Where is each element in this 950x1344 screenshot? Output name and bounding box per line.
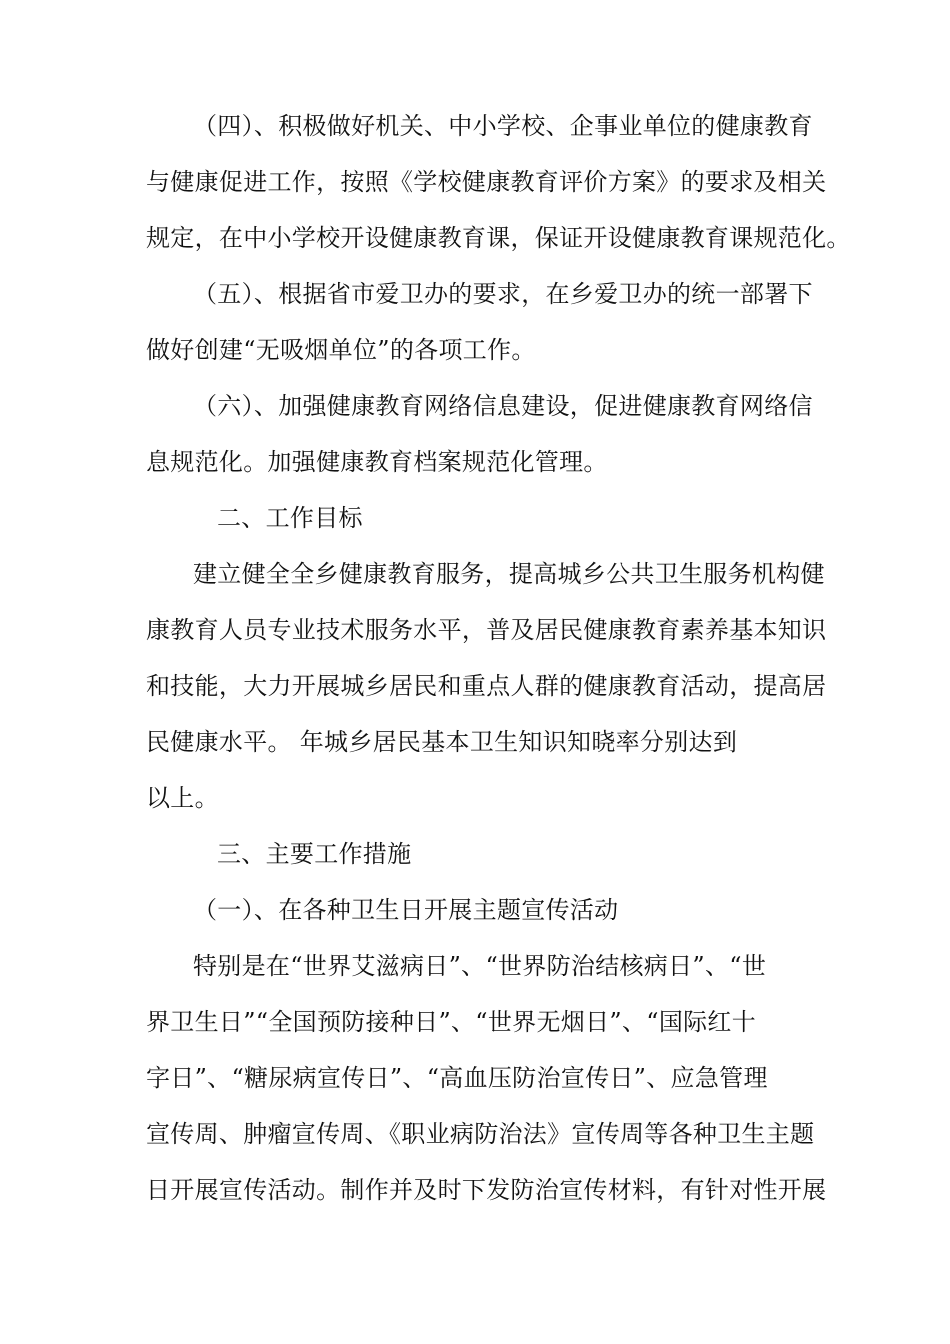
paragraph-4-line-1: （四）、积极做好机关、中小学校、企事业单位的健康教育 bbox=[193, 112, 813, 140]
section-heading-main-measures: 三、主要工作措施 bbox=[217, 840, 412, 868]
paragraph-6-line-1: （六）、加强健康教育网络信息建设，促进健康教育网络信 bbox=[193, 392, 813, 420]
paragraph-5-line-1: （五）、根据省市爱卫办的要求，在乡爱卫办的统一部署下 bbox=[193, 280, 813, 308]
goals-paragraph-line-4: 民健康水平。 年城乡居民基本卫生知识知晓率分别达到 bbox=[146, 728, 738, 756]
subheading-health-day-campaigns: （一）、在各种卫生日开展主题宣传活动 bbox=[193, 896, 619, 924]
goals-paragraph-line-2: 康教育人员专业技术服务水平，普及居民健康教育素养基本知识 bbox=[146, 616, 827, 644]
campaign-paragraph-line-4: 宣传周、肿瘤宣传周、《职业病防治法》宣传周等各种卫生主题 bbox=[146, 1120, 815, 1148]
campaign-paragraph-line-2: 界卫生日”“全国预防接种日”、“世界无烟日”、“国际红十 bbox=[146, 1008, 757, 1036]
goals-paragraph-line-5: 以上。 bbox=[146, 784, 219, 812]
paragraph-6-line-2: 息规范化。加强健康教育档案规范化管理。 bbox=[146, 448, 608, 476]
campaign-paragraph-line-1: 特别是在“世界艾滋病日”、“世界防治结核病日”、“世 bbox=[193, 952, 767, 980]
goals-paragraph-line-1: 建立健全全乡健康教育服务，提高城乡公共卫生服务机构健 bbox=[193, 560, 825, 588]
paragraph-4-line-3: 规定，在中小学校开设健康教育课，保证开设健康教育课规范化。 bbox=[146, 224, 851, 252]
section-heading-work-goals: 二、工作目标 bbox=[217, 504, 363, 532]
paragraph-4-line-2: 与健康促进工作，按照《学校健康教育评价方案》的要求及相关 bbox=[146, 168, 827, 196]
campaign-paragraph-line-5: 日开展宣传活动。制作并及时下发防治宣传材料，有针对性开展 bbox=[146, 1176, 827, 1204]
campaign-paragraph-line-3: 字日”、“糖尿病宣传日”、“高血压防治宣传日”、应急管理 bbox=[146, 1064, 768, 1092]
goals-paragraph-line-3: 和技能，大力开展城乡居民和重点人群的健康教育活动，提高居 bbox=[146, 672, 827, 700]
paragraph-5-line-2: 做好创建“无吸烟单位”的各项工作。 bbox=[146, 336, 536, 364]
